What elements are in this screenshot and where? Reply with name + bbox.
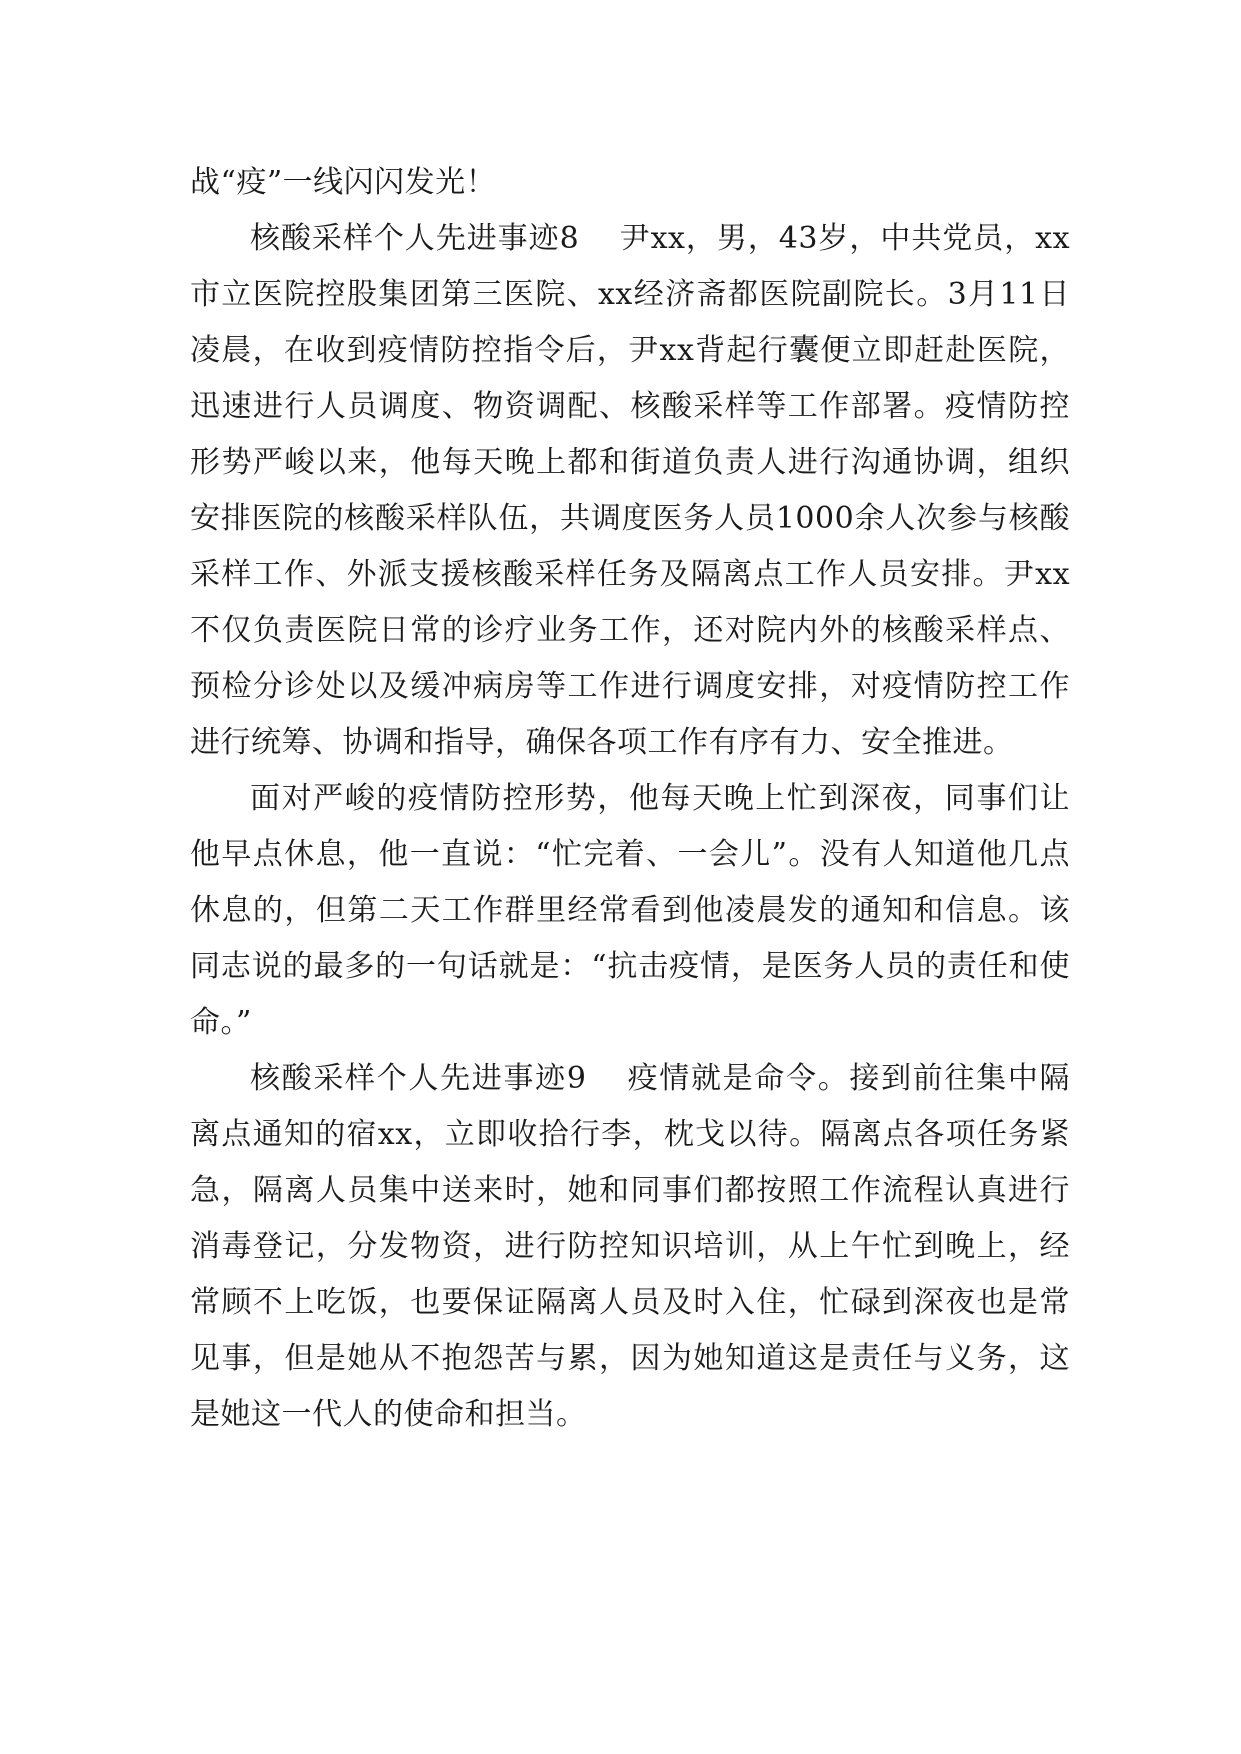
paragraph-text: 疫情就是命令。接到前往集中隔离点通知的宿xx，立即收拾行李，枕戈以待。隔离点各项任务紧急，隔离人员集中送来时，她和同事们都按照工作流程认真进行消毒登记，分发物资，进行防控知识培训，从上午忙到晚上，经常顾不上吃饭，也要保证隔离人员及时入住，忙碌到深夜也是常见事，但是她从不抱怨苦与累，因为她知道这是责任与义务，这是她这一代人的使命和担当。 bbox=[190, 1061, 1071, 1432]
paragraph-deed-9 bbox=[190, 1051, 1070, 1443]
section-heading-9: 核酸采样个人先进事迹9 bbox=[250, 1061, 587, 1096]
paragraph-text: 战“疫”一线闪闪发光！ bbox=[190, 165, 497, 200]
paragraph-deed-8-cont bbox=[190, 771, 1070, 1051]
paragraph-text: 面对严峻的疫情防控形势，他每天晚上忙到深夜，同事们让他早点休息，他一直说：“忙完着、一会儿”。没有人知道他几点休息的，但第二天工作群里经常看到他凌晨发的通知和信息。该同志说的最多的一句话就是：“抗击疫情，是医务人员的责任和使命。” bbox=[190, 781, 1070, 1040]
paragraph-deed-8 bbox=[190, 211, 1070, 771]
paragraph-text: 尹xx，男，43岁，中共党员，xx市立医院控股集团第三医院、xx经济斋都医院副院长。3月11日凌晨，在收到疫情防控指令后，尹xx背起行囊便立即赶赴医院，迅速进行人员调度、物资调配、核酸采样等工作部署。疫情防控形势严峻以来，他每天晚上都和街道负责人进行沟通协调，组织安排医院的核酸采样队伍，共调度医务人员1000余人次参与核酸采样工作、外派支援核酸采样任务及隔离点工作人员安排。尹xx不仅负责医院日常的诊疗业务工作，还对院内外的核酸采样点、预检分诊处以及缓冲病房等工作进行调度安排，对疫情防控工作进行统筹、协调和指导，确保各项工作有序有力、安全推进。 bbox=[190, 221, 1070, 760]
document-page bbox=[190, 155, 1070, 1443]
section-heading-8: 核酸采样个人先进事迹8 bbox=[250, 221, 580, 256]
paragraph-continuation bbox=[190, 155, 1070, 211]
